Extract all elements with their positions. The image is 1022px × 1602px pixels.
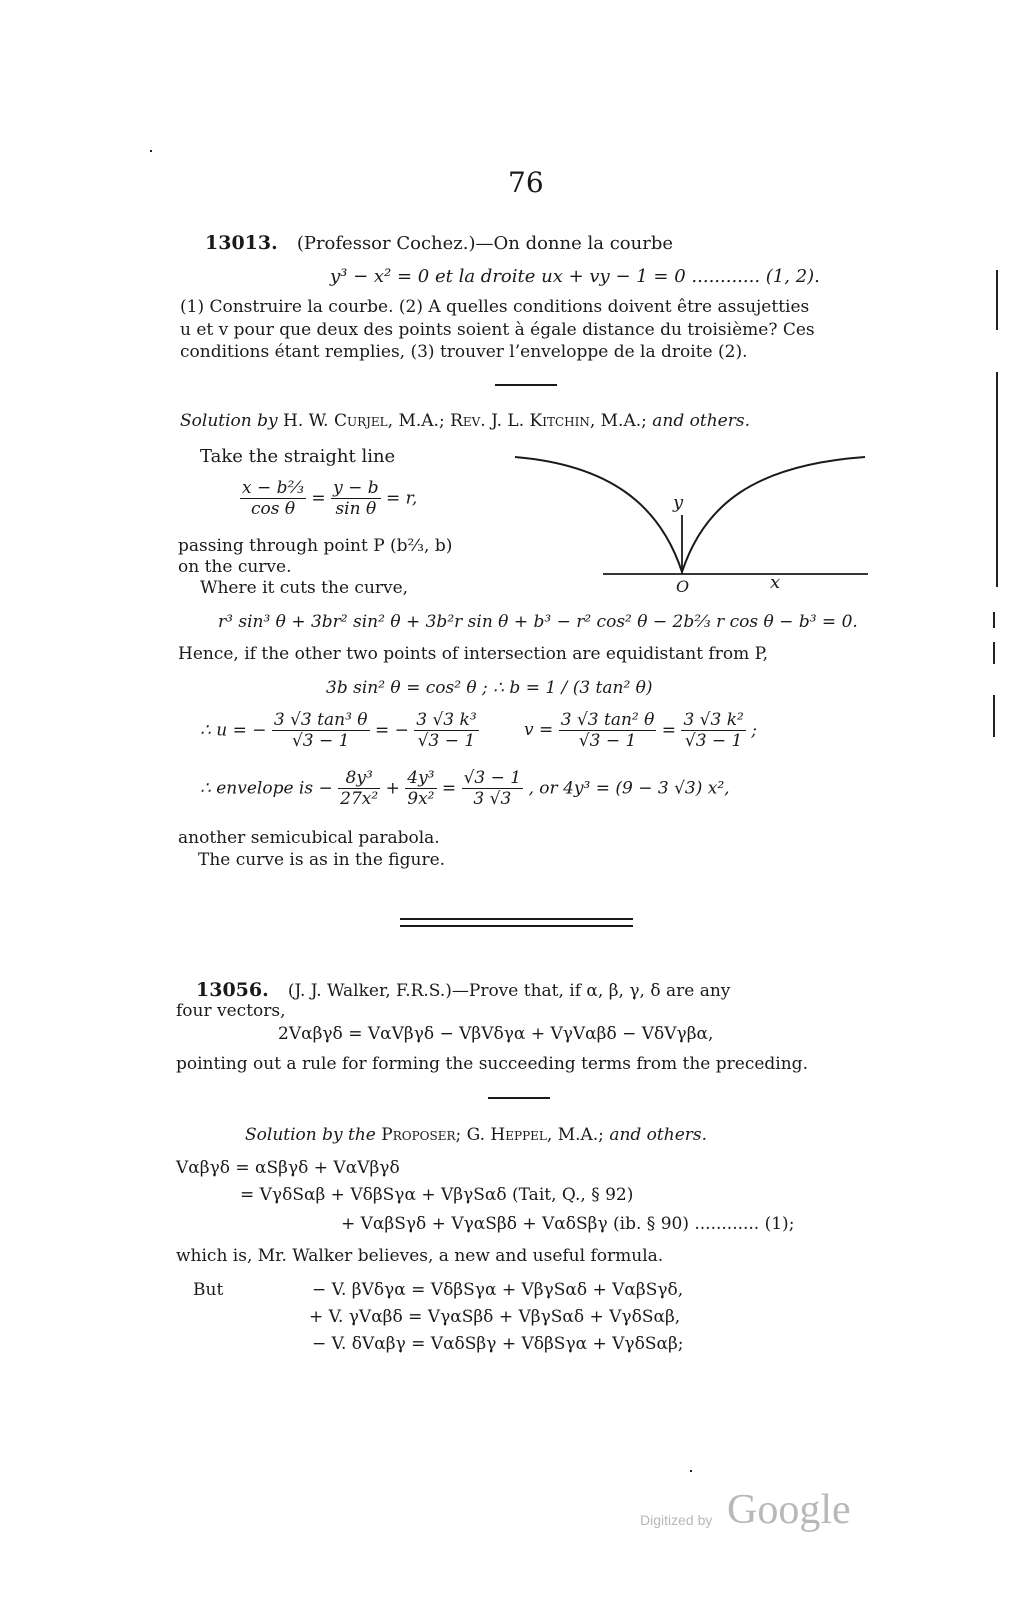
scan-edge-mark: [996, 270, 998, 330]
curve-right-branch: [682, 457, 865, 572]
frac-numerator: √3 − 1: [463, 768, 522, 788]
question-text-line: (1) Construire la courbe. (2) A quelles conditions doivent être assujetties: [180, 297, 810, 317]
question-number: 13013.: [205, 232, 278, 254]
question-proposer: (Professor Cochez.)—On donne la courbe: [296, 233, 673, 254]
figure-label-origin: O: [676, 577, 690, 596]
watermark-small: Digitized by: [640, 1512, 713, 1528]
envelope-tail: , or 4y³ = (9 − 3 √3) x²,: [528, 778, 730, 799]
solution-by-label: Solution by: [180, 411, 278, 431]
but-equation: + V. γVαβδ = VγαSβδ + VβγSαδ + VγδSαβ,: [309, 1307, 681, 1327]
question-line: (J. J. Walker, F.R.S.)—Prove that, if α, β, γ, δ are any: [287, 981, 731, 1001]
envelope-lhs: ∴ envelope is −: [200, 778, 333, 799]
frac-denominator: 27x²: [340, 789, 379, 810]
frac-denominator: √3 − 1: [578, 731, 637, 752]
uv-equations: ∴ u = − $\frac{\text{3 √3 tan³ θ}}{√3 - 1}$ = − $\frac{\text{3 √3 k³}}{√3 - 1}$ v = $\frac{\text{3 √3 tan² θ}}{√3 - 1}$ = $\frac{\text{3 √3 k²}}{√3 - 1}$ ;: [200, 710, 757, 752]
passing-line: on the curve.: [178, 557, 292, 577]
v-lhs: v =: [524, 720, 554, 741]
plus-sign: +: [385, 778, 400, 799]
question-line: four vectors,: [176, 1001, 286, 1021]
figure-label-y: y: [673, 492, 684, 513]
u-lhs: ∴ u = −: [200, 720, 267, 741]
double-divider-bottom: [400, 925, 633, 927]
question-line: pointing out a rule for forming the succeeding terms from the preceding.: [176, 1054, 808, 1074]
solution-heading: [180, 411, 750, 431]
equals-sign: =: [441, 778, 457, 799]
frac-denominator: 3 √3: [473, 789, 512, 810]
frac-numerator: 3 √3 tan² θ: [560, 710, 655, 730]
frac-numerator: y − b: [333, 478, 379, 498]
frac-denominator: sin θ: [335, 499, 377, 520]
solution-heading: [245, 1125, 707, 1145]
frac-numerator: x − b⅔: [242, 478, 304, 498]
scan-edge-mark: [993, 695, 995, 737]
short-divider: [488, 1097, 550, 1099]
scan-edge-mark: [993, 642, 995, 664]
envelope-equation: [200, 768, 730, 810]
but-equation: − V. δVαβγ = VαδSβγ + VδβSγα + VγδSαβ;: [312, 1334, 684, 1354]
scan-speck: [690, 1470, 692, 1472]
question-text-line: conditions étant remplies, (3) trouver l’enveloppe de la droite (2).: [180, 342, 748, 362]
question-equation: y³ − x² = 0 et la droite ux + vy − 1 = 0 ............ (1, 2).: [330, 266, 820, 287]
scan-speck: [150, 150, 152, 152]
curve-figure-line: The curve is as in the figure.: [198, 850, 446, 870]
derivation-line: Vαβγδ = αSβγδ + VαVβγδ: [176, 1158, 400, 1178]
solution-authors: Proposer; G. Heppel, M.A.;: [381, 1125, 604, 1145]
scan-edge-mark: [996, 372, 998, 587]
frac-denominator: √3 − 1: [417, 731, 476, 752]
question-number: 13056.: [196, 979, 269, 1001]
frac-denominator: √3 − 1: [684, 731, 743, 752]
u-mid: = −: [374, 720, 409, 741]
v-mid: =: [661, 720, 677, 741]
and-others-label: and others.: [609, 1125, 708, 1145]
question-13013-header: [205, 232, 673, 254]
frac-numerator: 3 √3 k³: [416, 710, 477, 730]
derivation-line: + VαβSγδ + VγαSβδ + VαδSβγ (ib. § 90) ............ (1);: [341, 1214, 795, 1234]
frac-numerator: 4y³: [407, 768, 435, 788]
frac-numerator: 3 √3 k²: [683, 710, 744, 730]
line-equation: $\frac{\text{x − b⅔}}{\text{cos θ}}$ = $\frac{y - b}{\text{sin θ}}$ = r,: [242, 478, 418, 520]
equation-tail: = r,: [386, 488, 418, 509]
but-label: But: [193, 1280, 224, 1300]
short-divider: [495, 384, 557, 386]
page-number: 76: [508, 166, 544, 199]
figure-label-x: x: [770, 572, 781, 593]
solution-by-label: Solution by the: [245, 1125, 376, 1145]
where-line: Where it cuts the curve,: [200, 578, 409, 598]
derivation-line: = VγδSαβ + VδβSγα + VβγSαδ (Tait, Q., § 92): [240, 1185, 634, 1205]
and-others-label: and others.: [652, 411, 750, 431]
condition-equation: 3b sin² θ = cos² θ ; ∴ b = 1 / (3 tan² θ): [326, 678, 653, 698]
hence-line: Hence, if the other two points of intersection are equidistant from P,: [178, 644, 769, 664]
take-line: Take the straight line: [200, 446, 396, 467]
question-formula: 2Vαβγδ = VαVβγδ − VβVδγα + VγVαβδ − VδVγβα,: [278, 1024, 714, 1044]
frac-denominator: 9x²: [407, 789, 435, 810]
another-line: another semicubical parabola.: [178, 828, 440, 848]
curve-left-branch: [515, 457, 682, 572]
curve-figure: [500, 445, 880, 595]
passing-line: passing through point P (b⅔, b): [178, 536, 453, 556]
question-text-line: u et v pour que deux des points soient à égale distance du troisième? Ces: [180, 320, 815, 340]
cubic-equation: r³ sin³ θ + 3br² sin² θ + 3b²r sin θ + b³ − r² cos² θ − 2b⅔ r cos θ − b³ = 0.: [218, 612, 858, 632]
solution-authors: H. W. Curjel, M.A.; Rev. J. L. Kitchin, M.A.;: [283, 411, 647, 431]
frac-denominator: cos θ: [250, 499, 296, 520]
question-13056-header: [196, 979, 730, 1001]
double-divider-top: [400, 918, 633, 920]
frac-numerator: 3 √3 tan³ θ: [273, 710, 368, 730]
scan-edge-mark: [993, 612, 995, 628]
frac-denominator: √3 − 1: [291, 731, 350, 752]
which-line: which is, Mr. Walker believes, a new and useful formula.: [176, 1246, 664, 1266]
frac-numerator: 8y³: [338, 768, 380, 789]
but-equation: − V. βVδγα = VδβSγα + VβγSαδ + VαβSγδ,: [312, 1280, 684, 1300]
watermark-logo: Google: [727, 1487, 851, 1533]
